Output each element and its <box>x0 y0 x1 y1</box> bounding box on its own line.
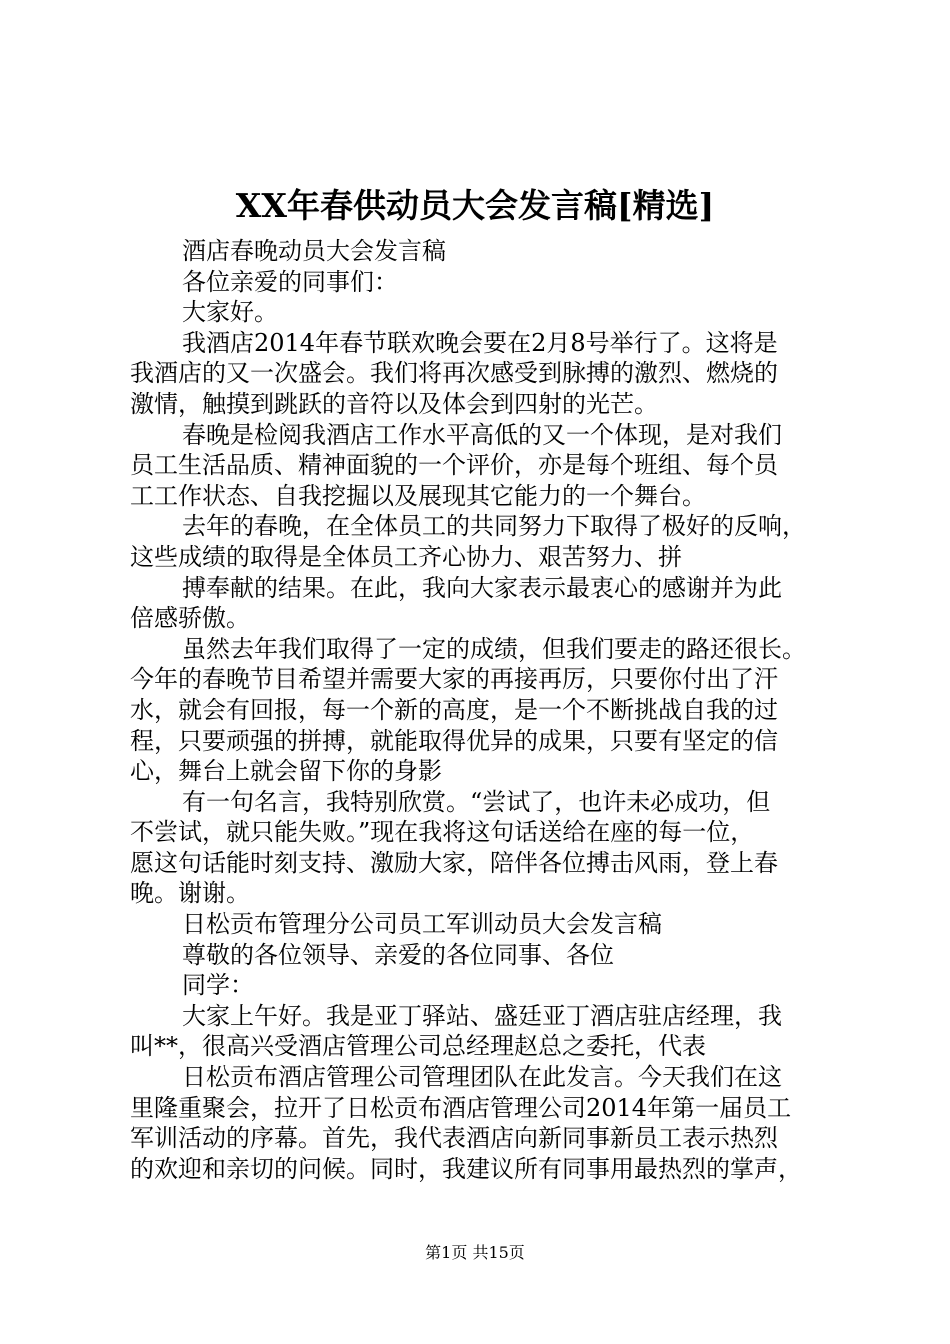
body-line: 尊敬的各位领导、亲爱的各位同事、各位 <box>182 940 614 969</box>
body-line: 心，舞台上就会留下你的身影 <box>130 757 442 786</box>
document-body <box>130 236 830 1184</box>
body-line: 叫**，很高兴受酒店管理公司总经理赵总之委托，代表 <box>130 1032 706 1061</box>
body-line: 这些成绩的取得是全体员工齐心协力、艰苦努力、拼 <box>130 542 682 571</box>
body-line: 日松贡布酒店管理公司管理团队在此发言。今天我们在这 <box>182 1063 782 1092</box>
body-line: 晚。谢谢。 <box>130 879 250 908</box>
body-line: 有一句名言，我特别欣赏。“尝试了，也许未必成功，但 <box>182 787 771 816</box>
body-line: 今年的春晚节目希望并需要大家的再接再厉，只要你付出了汗 <box>130 665 778 694</box>
document-title: XX年春供动员大会发言稿[精选] <box>235 186 715 225</box>
body-line: 各位亲爱的同事们： <box>182 267 398 296</box>
body-line: 大家好。 <box>182 298 278 327</box>
body-line: 我酒店的又一次盛会。我们将再次感受到脉搏的激烈、燃烧的 <box>130 359 778 388</box>
body-line: 工工作状态、自我挖掘以及展现其它能力的一个舞台。 <box>130 481 706 510</box>
body-line: 里隆重聚会，拉开了日松贡布酒店管理公司2014年第一届员工 <box>130 1093 792 1122</box>
body-line: 酒店春晚动员大会发言稿 <box>182 237 446 265</box>
body-line: 虽然去年我们取得了一定的成绩，但我们要走的路还很长。 <box>182 634 806 663</box>
body-line: 不尝试，就只能失败。”现在我将这句话送给在座的每一位， <box>130 818 755 847</box>
body-line: 军训活动的序幕。首先，我代表酒店向新同事新员工表示热烈 <box>130 1124 778 1153</box>
body-line: 搏奉献的结果。在此，我向大家表示最衷心的感谢并为此 <box>182 573 782 602</box>
body-line: 我酒店2014年春节联欢晚会要在2月8号举行了。这将是 <box>182 328 778 357</box>
body-line: 春晚是检阅我酒店工作水平高低的又一个体现，是对我们 <box>182 420 782 449</box>
body-line: 水，就会有回报，每一个新的高度，是一个不断挑战自我的过 <box>130 695 778 724</box>
body-line: 程，只要顽强的拼搏，就能取得优异的成果，只要有坚定的信 <box>130 726 778 755</box>
body-line: 日松贡布管理分公司员工军训动员大会发言稿 <box>182 910 662 939</box>
body-line: 去年的春晚，在全体员工的共同努力下取得了极好的反响， <box>182 512 806 541</box>
body-line: 同学： <box>182 971 254 1000</box>
body-line: 激情，触摸到跳跃的音符以及体会到四射的光芒。 <box>130 389 658 418</box>
body-line: 员工生活品质、精神面貌的一个评价，亦是每个班组、每个员 <box>130 451 778 480</box>
body-line: 愿这句话能时刻支持、激励大家，陪伴各位搏击风雨，登上春 <box>130 848 778 877</box>
page-footer: 第1页 共15页 <box>425 1243 525 1262</box>
body-line: 大家上午好。我是亚丁驿站、盛廷亚丁酒店驻店经理，我 <box>182 1001 782 1030</box>
body-line: 倍感骄傲。 <box>130 604 250 633</box>
body-line: 的欢迎和亲切的问候。同时，我建议所有同事用最热烈的掌声， <box>130 1154 802 1183</box>
